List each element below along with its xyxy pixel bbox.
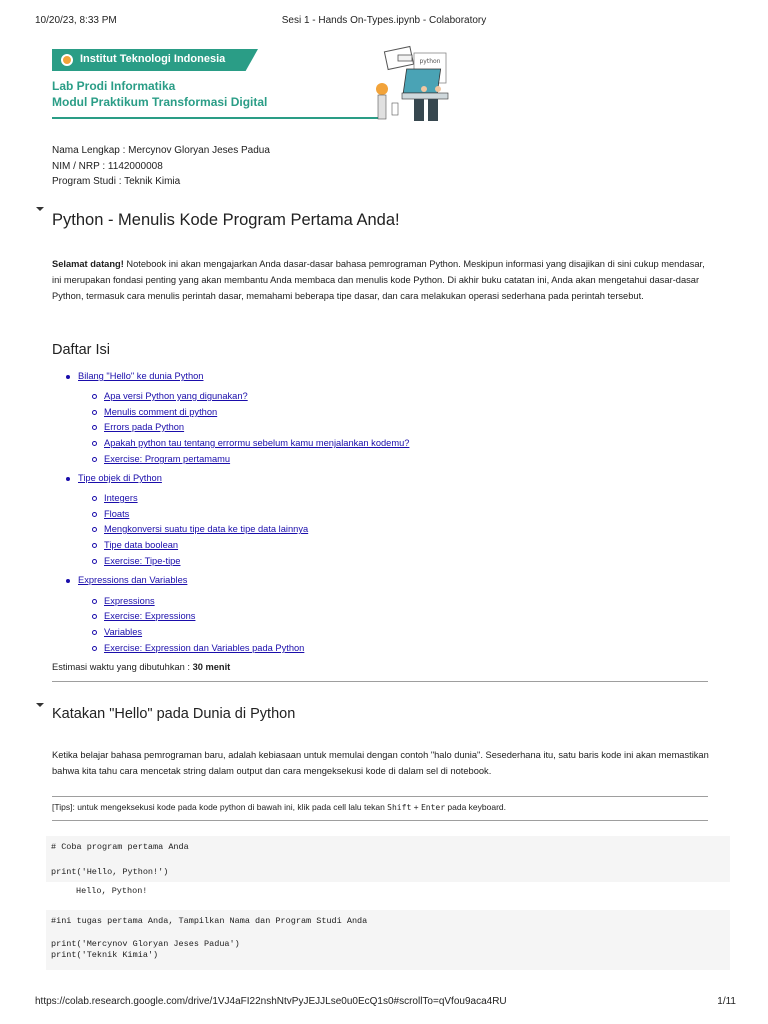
code-line: # Coba program pertama Anda	[51, 842, 189, 852]
code-line: #ini tugas pertama Anda, Tampilkan Nama dan Program Studi Anda	[51, 916, 368, 926]
toc-subitem	[104, 540, 178, 550]
toc-link[interactable]: Exercise: Expressions	[104, 611, 196, 621]
code-line: print('Hello, Python!')	[51, 867, 169, 877]
banner-divider	[52, 117, 382, 119]
toc-link[interactable]: Floats	[104, 509, 130, 519]
estimate-value: 30 menit	[192, 662, 231, 672]
toc-section	[78, 575, 187, 585]
toc-link[interactable]: Integers	[104, 493, 138, 503]
banner-lab-title: Lab Prodi Informatika	[52, 79, 176, 93]
toc-title: Daftar Isi	[52, 342, 111, 358]
institution-logo-icon	[61, 54, 73, 66]
student-nim: NIM / NRP : 1142000008	[52, 160, 163, 172]
code-cell[interactable]	[46, 836, 730, 882]
toc-link[interactable]: Variables	[104, 627, 143, 637]
toc-subitem	[104, 556, 180, 566]
toc-subitem	[104, 454, 230, 464]
print-header	[0, 15, 768, 29]
print-url: https://colab.research.google.com/drive/1VJ4aFI22nshNtvPyJEJJLse0u0EcQ1s0#scrollTo=qVfou9aca4RU	[35, 996, 507, 1007]
tips-prefix: [Tips]: untuk mengeksekusi kode pada kode python di bawah ini, klik pada cell lalu tekan	[52, 802, 388, 812]
toc-link[interactable]: Menulis comment di python	[104, 407, 218, 417]
toc-subitem	[104, 391, 248, 401]
toc-link[interactable]: Bilang "Hello" ke dunia Python	[78, 371, 204, 381]
toc-subitem	[104, 611, 195, 621]
time-estimate	[52, 662, 230, 672]
toc-section	[78, 473, 162, 483]
tips-suffix: pada keyboard.	[445, 802, 507, 812]
print-doc-title: Sesi 1 - Hands On-Types.ipynb - Colaboratory	[281, 15, 487, 26]
estimate-label: Estimasi waktu yang dibutuhkan :	[52, 662, 193, 672]
divider	[52, 796, 708, 797]
divider	[52, 681, 708, 682]
toc-subitem	[104, 627, 142, 637]
banner-module-title: Modul Praktikum Transformasi Digital	[52, 95, 268, 109]
collapse-caret-icon[interactable]	[36, 703, 44, 707]
module-banner	[52, 47, 462, 129]
student-info	[52, 143, 270, 190]
toc-subitem	[104, 422, 184, 432]
student-program: Program Studi : Teknik Kimia	[52, 176, 181, 187]
toc-link[interactable]: Tipe data boolean	[104, 540, 179, 550]
page-number: 1/11	[717, 996, 736, 1007]
toc-subitem	[104, 596, 155, 606]
toc-subitem	[104, 493, 138, 503]
toc-link[interactable]: Expressions	[104, 596, 155, 606]
section-title-intro: Python - Menulis Kode Program Pertama Anda!	[52, 211, 400, 229]
divider	[52, 820, 708, 821]
python-label: python	[419, 58, 441, 65]
toc-link[interactable]: Mengkonversi suatu tipe data ke tipe data lainnya	[104, 524, 309, 534]
toc-subitem	[104, 643, 304, 653]
toc-subitem	[104, 407, 217, 417]
banner-institution: Institut Teknologi Indonesia	[80, 53, 226, 65]
welcome-text: Notebook ini akan mengajarkan Anda dasar-dasar bahasa pemrograman Python. Meskipun informasi yang disajikan di sini cukup mendasar, ini merupakan fondasi penting yang akan membantu Anda membaca dan menulis kode Python. Di akhir buku catatan ini, Anda akan mengetahui dasar-dasar Python, termasuk cara menulis perintah dasar, memahami beberapa tipe dasar, dan cara melakukan operasi sederhana pada perintah tersebut.	[52, 259, 705, 301]
laptop-illustration-icon	[372, 45, 460, 125]
collapse-caret-icon[interactable]	[36, 207, 44, 211]
section-title-hello: Katakan "Hello" pada Dunia di Python	[52, 706, 296, 722]
toc-link[interactable]: Tipe objek di Python	[78, 473, 162, 483]
tips-text	[52, 802, 506, 812]
tips-plus: +	[411, 802, 421, 812]
toc-link[interactable]: Apa versi Python yang digunakan?	[104, 391, 248, 401]
toc-link[interactable]: Errors pada Python	[104, 422, 185, 432]
toc-link[interactable]: Exercise: Expression dan Variables pada Python	[104, 643, 305, 653]
toc-subitem	[104, 438, 409, 448]
shift-key: Shift	[387, 803, 412, 812]
enter-key: Enter	[420, 803, 446, 812]
hello-paragraph: Ketika belajar bahasa pemrograman baru, adalah kebiasaan untuk memulai dengan contoh "halo dunia". Sesederhana itu, satu baris kode ini akan memastikan bahwa kita tahu cara mencetak string dalam output dan cara mengeksekusi kode di dalam sel di notebook.	[52, 750, 709, 776]
code-line: print('Teknik Kimia')	[51, 950, 159, 960]
welcome-bold: Selamat datang!	[52, 259, 124, 269]
toc-link[interactable]: Expressions dan Variables	[78, 575, 188, 585]
cell-output: Hello, Python!	[76, 886, 148, 896]
toc-link[interactable]: Exercise: Tipe-tipe	[104, 556, 181, 566]
print-datetime: 10/20/23, 8:33 PM	[35, 15, 117, 26]
toc-link[interactable]: Exercise: Program pertamamu	[104, 454, 231, 464]
intro-paragraph	[52, 257, 712, 304]
toc-subitem	[104, 509, 129, 519]
student-name: Nama Lengkap : Mercynov Gloryan Jeses Padua	[52, 145, 270, 156]
code-cell[interactable]	[46, 910, 730, 970]
toc-section	[78, 371, 203, 381]
toc-link[interactable]: Apakah python tau tentang errormu sebelum kamu menjalankan kodemu?	[104, 438, 410, 448]
toc-subitem	[104, 524, 308, 534]
code-line: print('Mercynov Gloryan Jeses Padua')	[51, 939, 240, 949]
